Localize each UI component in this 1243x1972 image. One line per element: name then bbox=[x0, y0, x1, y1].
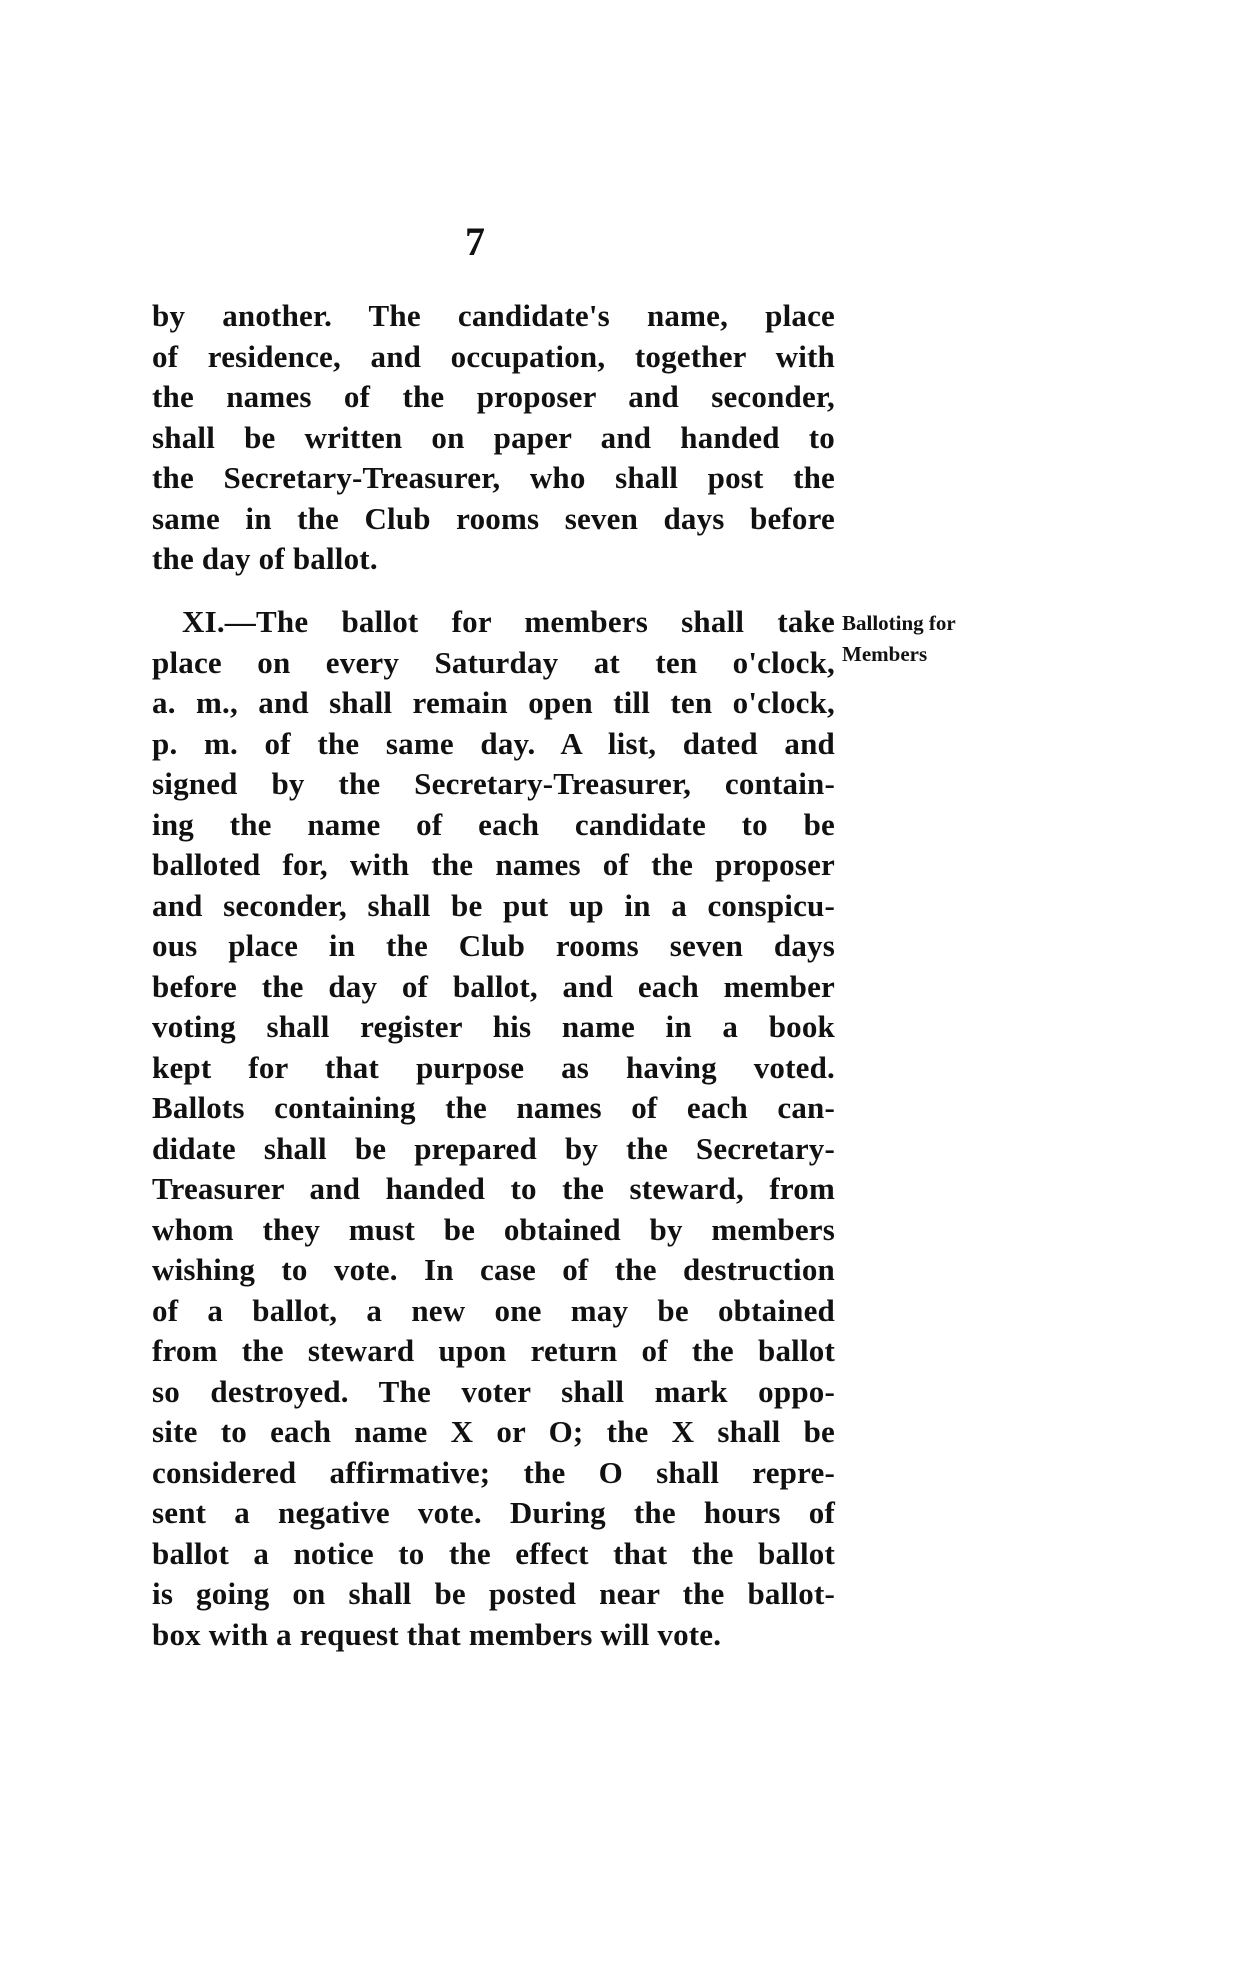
text-line: box with a request that members will vote. bbox=[152, 1616, 722, 1652]
text-line: site to each name X or O; the X shall be bbox=[152, 1414, 835, 1449]
text-line: shall be written on paper and handed to bbox=[152, 419, 835, 455]
text-line: the Secretary-Treasurer, who shall post the bbox=[152, 460, 835, 495]
text-line: ing the name of each candidate to be bbox=[152, 806, 835, 842]
section-heading-line: XI.—The ballot for members shall take bbox=[182, 604, 835, 639]
text-line: the day of ballot. bbox=[152, 541, 378, 576]
text-line: balloted for, with the names of the proposer bbox=[152, 847, 835, 882]
marginal-note-line: Members bbox=[842, 642, 928, 666]
text-line: from the steward upon return of the ballot bbox=[152, 1333, 835, 1368]
text-line: voting shall register his name in a book bbox=[152, 1009, 835, 1044]
text-line: by another. The candidate's name, place bbox=[152, 298, 835, 333]
text-line: so destroyed. The voter shall mark oppo- bbox=[152, 1373, 835, 1409]
marginal-note-line: Balloting for bbox=[842, 611, 956, 635]
text-line: sent a negative vote. During the hours of bbox=[152, 1495, 835, 1530]
text-line: didate shall be prepared by the Secretary- bbox=[152, 1130, 835, 1166]
text-line: the names of the proposer and seconder, bbox=[152, 379, 835, 414]
text-line: p. m. of the same day. A list, dated and bbox=[152, 725, 835, 761]
text-line: and seconder, shall be put up in a conspicu- bbox=[152, 887, 835, 923]
text-line: place on every Saturday at ten o'clock, bbox=[152, 644, 835, 680]
text-line: Treasurer and handed to the steward, from bbox=[152, 1171, 835, 1206]
text-line: kept for that purpose as having voted. bbox=[152, 1049, 835, 1085]
text-line: of residence, and occupation, together with bbox=[152, 338, 835, 374]
text-line: ballot a notice to the effect that the ballot bbox=[152, 1535, 835, 1571]
text-line: a. m., and shall remain open till ten o'clock, bbox=[152, 685, 835, 720]
paragraph-continuation bbox=[152, 296, 835, 580]
text-line: signed by the Secretary-Treasurer, contain- bbox=[152, 766, 835, 801]
text-line: before the day of ballot, and each member bbox=[152, 968, 835, 1004]
text-line: wishing to vote. In case of the destruction bbox=[152, 1252, 835, 1287]
text-line: of a ballot, a new one may be obtained bbox=[152, 1292, 835, 1328]
text-line: whom they must be obtained by members bbox=[152, 1211, 835, 1247]
section-xi-paragraph bbox=[152, 602, 835, 1655]
text-line: same in the Club rooms seven days before bbox=[152, 500, 835, 536]
text-line: considered affirmative; the O shall repre- bbox=[152, 1454, 835, 1490]
text-line: ous place in the Club rooms seven days bbox=[152, 928, 835, 963]
page-number: 7 bbox=[465, 219, 485, 264]
text-line: Ballots containing the names of each can- bbox=[152, 1090, 835, 1125]
marginal-note bbox=[842, 608, 1022, 670]
text-line: is going on shall be posted near the ballot- bbox=[152, 1576, 835, 1611]
